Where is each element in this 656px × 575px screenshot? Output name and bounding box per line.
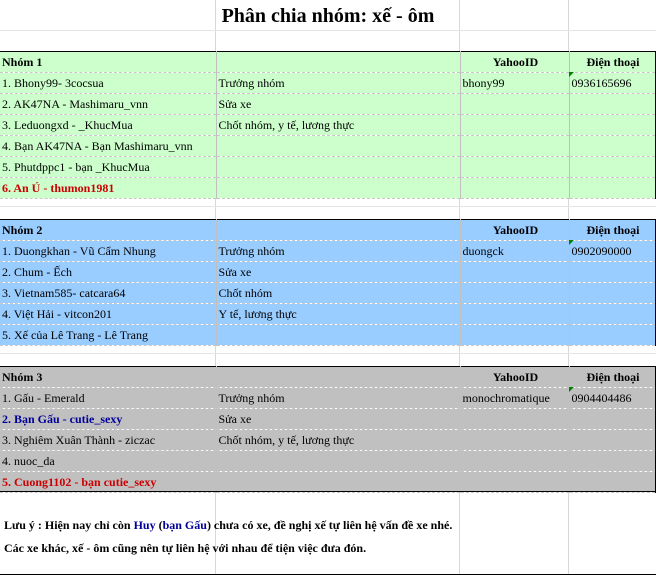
note-suffix: ) chưa có xe, đề nghị xế tự liên hệ vấn đề xe nhé. [206,518,453,532]
page-title: Phân chia nhóm: xế - ôm [221,5,435,27]
table-row[interactable] [0,451,655,472]
phone-cell[interactable] [569,430,655,451]
yahoo-cell[interactable] [460,409,569,430]
table-row[interactable] [0,430,655,451]
grid-line [0,206,656,207]
phone-header: Điện thoại [569,52,655,73]
role-cell[interactable]: Trưởng nhóm [216,241,460,262]
yahoo-cell[interactable] [460,94,569,115]
group-name: Nhóm 2 [0,220,216,241]
note-name: Huy [133,518,156,532]
role-cell[interactable]: Trưởng nhóm [216,73,460,94]
table-row[interactable] [0,178,655,199]
member-cell[interactable]: 6. An Ú - thumon1981 [0,178,216,199]
yahoo-cell[interactable] [460,157,569,178]
phone-cell[interactable] [569,472,655,493]
table-row[interactable] [0,157,655,178]
role-cell[interactable]: Chốt nhóm [216,283,460,304]
group-name: Nhóm 3 [0,367,216,388]
yahoo-cell[interactable] [460,115,569,136]
member-cell[interactable]: 5. Cuong1102 - bạn cutie_sexy [0,472,216,493]
yahoo-cell[interactable] [460,178,569,199]
role-cell[interactable] [216,136,460,157]
member-cell[interactable]: 4. nuoc_da [0,451,216,472]
phone-cell[interactable] [569,262,655,283]
member-cell[interactable]: 1. Bhony99- 3cocsua [0,73,216,94]
group-1-table [0,51,656,199]
phone-cell[interactable]: 0936165696 [569,73,655,94]
role-cell[interactable]: Chốt nhóm, y tế, lương thực [216,430,460,451]
note-line-2: Các xe khác, xế - ôm cũng nên tự liên hệ với nhau để tiện việc đưa đón. [4,541,367,555]
member-cell[interactable]: 1. Duongkhan - Vũ Cẩm Nhung [0,241,216,262]
phone-cell[interactable] [569,115,655,136]
group-2-table [0,219,656,346]
notes-box [0,491,656,575]
table-row[interactable] [0,304,655,325]
yahoo-cell[interactable] [460,283,569,304]
comment-marker-icon [569,72,574,77]
yahoo-cell[interactable]: duongck [460,241,569,262]
member-cell[interactable]: 4. Bạn AK47NA - Bạn Mashimaru_vnn [0,136,216,157]
phone-cell[interactable] [569,157,655,178]
comment-marker-icon [569,240,574,245]
note-alias: bạn Gấu [162,518,207,532]
phone-cell[interactable]: 0904404486 [569,388,655,409]
member-cell[interactable]: 1. Gấu - Emerald [0,388,216,409]
note-line-1 [4,518,452,533]
phone-cell[interactable] [569,283,655,304]
role-cell[interactable]: Sửa xe [216,262,460,283]
yahoo-cell[interactable] [460,451,569,472]
grid-line [0,30,656,31]
yahoo-header: YahooID [460,220,569,241]
header-blank [216,220,460,241]
role-cell[interactable] [216,325,460,346]
member-cell[interactable]: 5. Xế của Lê Trang - Lê Trang [0,325,216,346]
yahoo-header: YahooID [460,367,569,388]
yahoo-cell[interactable] [460,325,569,346]
role-cell[interactable]: Sửa xe [216,94,460,115]
role-cell[interactable] [216,157,460,178]
table-row[interactable] [0,115,655,136]
role-cell[interactable]: Y tế, lương thực [216,304,460,325]
phone-header: Điện thoại [569,367,655,388]
phone-cell[interactable] [569,304,655,325]
member-cell[interactable]: 2. AK47NA - Mashimaru_vnn [0,94,216,115]
header-blank [216,52,460,73]
yahoo-cell[interactable]: monochromatique [460,388,569,409]
role-cell[interactable] [216,451,460,472]
role-cell[interactable]: Trưởng nhóm [216,388,460,409]
yahoo-cell[interactable] [460,472,569,493]
phone-cell[interactable] [569,451,655,472]
phone-cell[interactable] [569,136,655,157]
table-row[interactable] [0,388,655,409]
yahoo-cell[interactable]: bhony99 [460,73,569,94]
phone-cell[interactable] [569,94,655,115]
table-row[interactable] [0,94,655,115]
member-cell[interactable]: 3. Leduongxd - _KhucMua [0,115,216,136]
phone-cell[interactable] [569,325,655,346]
role-cell[interactable]: Sửa xe [216,409,460,430]
table-row[interactable] [0,136,655,157]
yahoo-header: YahooID [460,52,569,73]
yahoo-cell[interactable] [460,430,569,451]
member-cell[interactable]: 3. Nghiêm Xuân Thành - ziczac [0,430,216,451]
phone-cell[interactable] [569,409,655,430]
table-row[interactable] [0,241,655,262]
phone-cell[interactable]: 0902090000 [569,241,655,262]
grid-line [0,353,656,354]
group-header-row [0,52,655,73]
table-row[interactable] [0,325,655,346]
yahoo-cell[interactable] [460,262,569,283]
member-cell[interactable]: 2. Chum - Ếch [0,262,216,283]
role-cell[interactable] [216,472,460,493]
role-cell[interactable] [216,178,460,199]
group-header-row [0,367,655,388]
note-paren: ( [155,518,163,532]
table-row[interactable] [0,409,655,430]
yahoo-cell[interactable] [460,304,569,325]
member-cell[interactable]: 3. Vietnam585- catcara64 [0,283,216,304]
table-row[interactable] [0,283,655,304]
member-cell[interactable]: 2. Bạn Gấu - cutie_sexy [0,409,216,430]
note-prefix: Lưu ý : Hiện nay chỉ còn [4,518,134,532]
role-cell[interactable]: Chốt nhóm, y tế, lương thực [216,115,460,136]
group-header-row [0,220,655,241]
group-name: Nhóm 1 [0,52,216,73]
table-row[interactable] [0,262,655,283]
table-row[interactable] [0,472,655,493]
member-cell[interactable]: 5. Phutdppc1 - bạn _KhucMua [0,157,216,178]
phone-header: Điện thoại [569,220,655,241]
table-row[interactable] [0,73,655,94]
phone-cell[interactable] [569,178,655,199]
header-blank [216,367,460,388]
group-3-table [0,366,656,493]
comment-marker-icon [569,387,574,392]
yahoo-cell[interactable] [460,136,569,157]
member-cell[interactable]: 4. Việt Hải - vitcon201 [0,304,216,325]
